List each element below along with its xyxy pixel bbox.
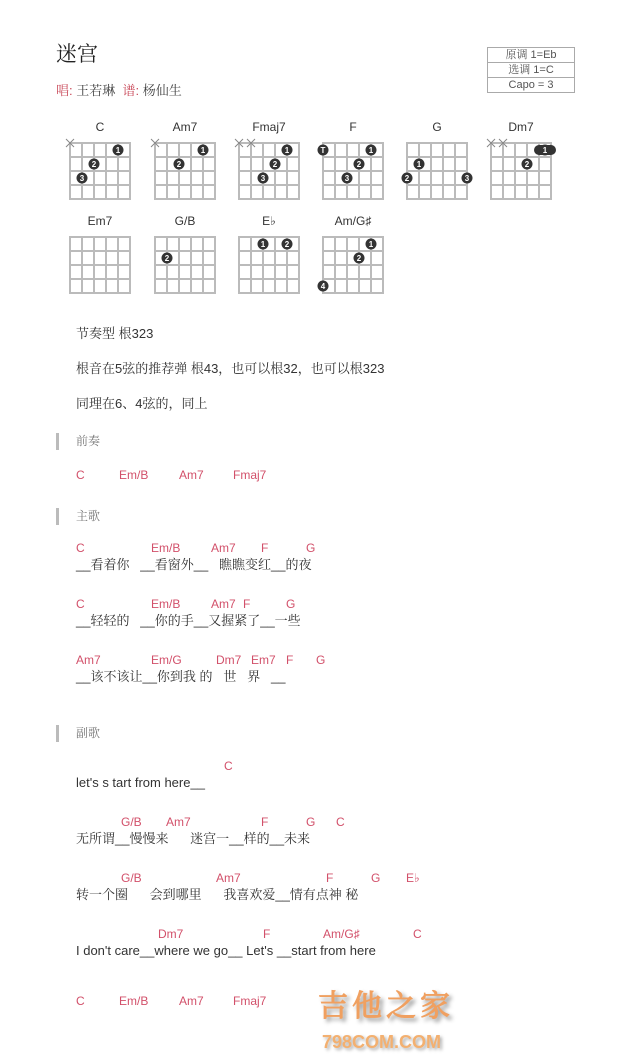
note-line: 同理在6、4弦的，同上 <box>76 396 208 411</box>
chord-label: C <box>76 541 85 555</box>
finger-number: 2 <box>356 254 362 263</box>
chord-name: E♭ <box>262 214 276 228</box>
chord-name: Am7 <box>172 120 198 134</box>
chord-label: C <box>76 597 85 611</box>
finger-number: 1 <box>284 146 290 155</box>
watermark-url: 798COM.COM <box>322 1032 442 1052</box>
note-line: 节奏型 根323 <box>76 326 154 341</box>
chord-diagram <box>313 135 393 205</box>
chord-diagram <box>229 229 309 299</box>
chord-label: Em/B <box>119 468 149 482</box>
chord-label: Dm7 <box>216 653 242 667</box>
chord-label: Fmaj7 <box>233 994 267 1008</box>
chord-label: Am7 <box>76 653 101 667</box>
chord-label: Am7 <box>166 815 191 829</box>
chord-label: Am/G♯ <box>323 927 360 941</box>
chord-label: C <box>336 815 345 829</box>
lyric-line: 转一个圈 会到哪里 我喜欢爱__情有点神 秘 <box>76 887 359 902</box>
note-line: 根音在5弦的推荐弹 根43，也可以根32，也可以根323 <box>76 361 385 376</box>
chord-label: G <box>306 815 316 829</box>
finger-number: 2 <box>272 160 278 169</box>
chord-diagram <box>145 135 225 205</box>
chord-label: Am7 <box>179 468 204 482</box>
chord-label: E♭ <box>406 871 420 885</box>
chord-name: Fmaj7 <box>252 120 286 134</box>
chord-name: Em7 <box>87 214 113 228</box>
chord-label: C <box>76 468 85 482</box>
chord-diagram <box>481 135 561 205</box>
section-chorus: 副歌 <box>56 725 100 742</box>
chord-label: C <box>76 994 85 1008</box>
chord-name: G/B <box>174 214 196 228</box>
singer-label: 唱: <box>56 83 73 98</box>
chord-name: F <box>349 120 357 134</box>
chord-label: G/B <box>121 871 142 885</box>
chord-label: G/B <box>121 815 142 829</box>
lyric-line: let's s tart from here__ <box>76 775 205 790</box>
finger-number: 2 <box>524 160 530 169</box>
finger-number: 1 <box>416 160 422 169</box>
finger-number: 1 <box>260 240 266 249</box>
chord-diagram <box>229 135 309 205</box>
finger-number: 2 <box>404 174 410 183</box>
chord-label: Em/B <box>151 541 181 555</box>
finger-number: 2 <box>284 240 290 249</box>
finger-number: 1 <box>368 146 374 155</box>
chord-label: F <box>263 927 271 941</box>
chord-name: G <box>432 120 442 134</box>
chord-label: G <box>316 653 326 667</box>
chord-label: Am7 <box>211 597 236 611</box>
chord-name: C <box>95 120 105 134</box>
finger-number: 1 <box>200 146 206 155</box>
finger-number: 3 <box>464 174 470 183</box>
chord-label: C <box>224 759 233 773</box>
chord-label: G <box>306 541 316 555</box>
finger-number: 1 <box>115 146 121 155</box>
song-credits <box>56 80 182 99</box>
chord-diagram <box>397 135 477 205</box>
finger-number: 2 <box>91 160 97 169</box>
arranger: 杨仙生 <box>142 83 182 98</box>
chord-label: Am7 <box>211 541 236 555</box>
finger-number: 2 <box>176 160 182 169</box>
chord-name: Dm7 <box>508 120 534 134</box>
chord-diagram <box>313 229 393 299</box>
chord-label: F <box>261 815 269 829</box>
finger-number: 2 <box>164 254 170 263</box>
lyric-line: __轻轻的 __你的手__又握紧了__一些 <box>76 613 301 628</box>
original-key: 原调 1=Eb <box>488 48 574 63</box>
lyric-line: 无所谓__慢慢来 迷宫一__样的__未来 <box>76 831 311 846</box>
arranger-label: 谱: <box>122 83 140 98</box>
chord-label: C <box>413 927 422 941</box>
watermark-logo: 吉他之家 <box>318 990 454 1023</box>
chord-label: G <box>371 871 381 885</box>
selected-key: 选调 1=C <box>488 63 574 78</box>
chord-label: F <box>286 653 294 667</box>
lyric-line: __看着你 __看窗外__ 瞧瞧变红__的夜 <box>76 557 312 572</box>
chord-label: Fmaj7 <box>233 468 267 482</box>
finger-number: 1 <box>368 240 374 249</box>
section-verse: 主歌 <box>56 508 100 525</box>
section-prelude: 前奏 <box>56 433 100 450</box>
chord-name: Am/G♯ <box>334 214 372 228</box>
chord-diagram <box>145 229 225 299</box>
chord-label: Em/G <box>151 653 182 667</box>
chord-label: F <box>243 597 251 611</box>
chord-label: Em/B <box>151 597 181 611</box>
song-title: 迷宫 <box>56 43 98 66</box>
lyric-line: I don't care__where we go__ Let's __start from here <box>76 943 376 958</box>
chord-label: F <box>326 871 334 885</box>
chord-label: Em/B <box>119 994 149 1008</box>
finger-number: 3 <box>79 174 85 183</box>
chord-label: Dm7 <box>158 927 184 941</box>
lyric-line: __该不该让__你到我 的 世 界 __ <box>76 669 286 684</box>
finger-number: 3 <box>344 174 350 183</box>
chord-label: Em7 <box>251 653 276 667</box>
finger-number: 4 <box>320 282 326 291</box>
finger-number: 3 <box>260 174 266 183</box>
singer: 王若琳 <box>76 83 116 98</box>
chord-diagram <box>60 229 140 299</box>
finger-number: 1 <box>542 146 548 155</box>
chord-label: Am7 <box>179 994 204 1008</box>
chord-label: F <box>261 541 269 555</box>
capo: Capo = 3 <box>508 79 554 91</box>
finger-number: 2 <box>356 160 362 169</box>
chord-label: G <box>286 597 296 611</box>
finger-number: T <box>320 146 326 155</box>
chord-diagram <box>60 135 140 205</box>
key-info-box <box>487 47 575 93</box>
chord-label: Am7 <box>216 871 241 885</box>
